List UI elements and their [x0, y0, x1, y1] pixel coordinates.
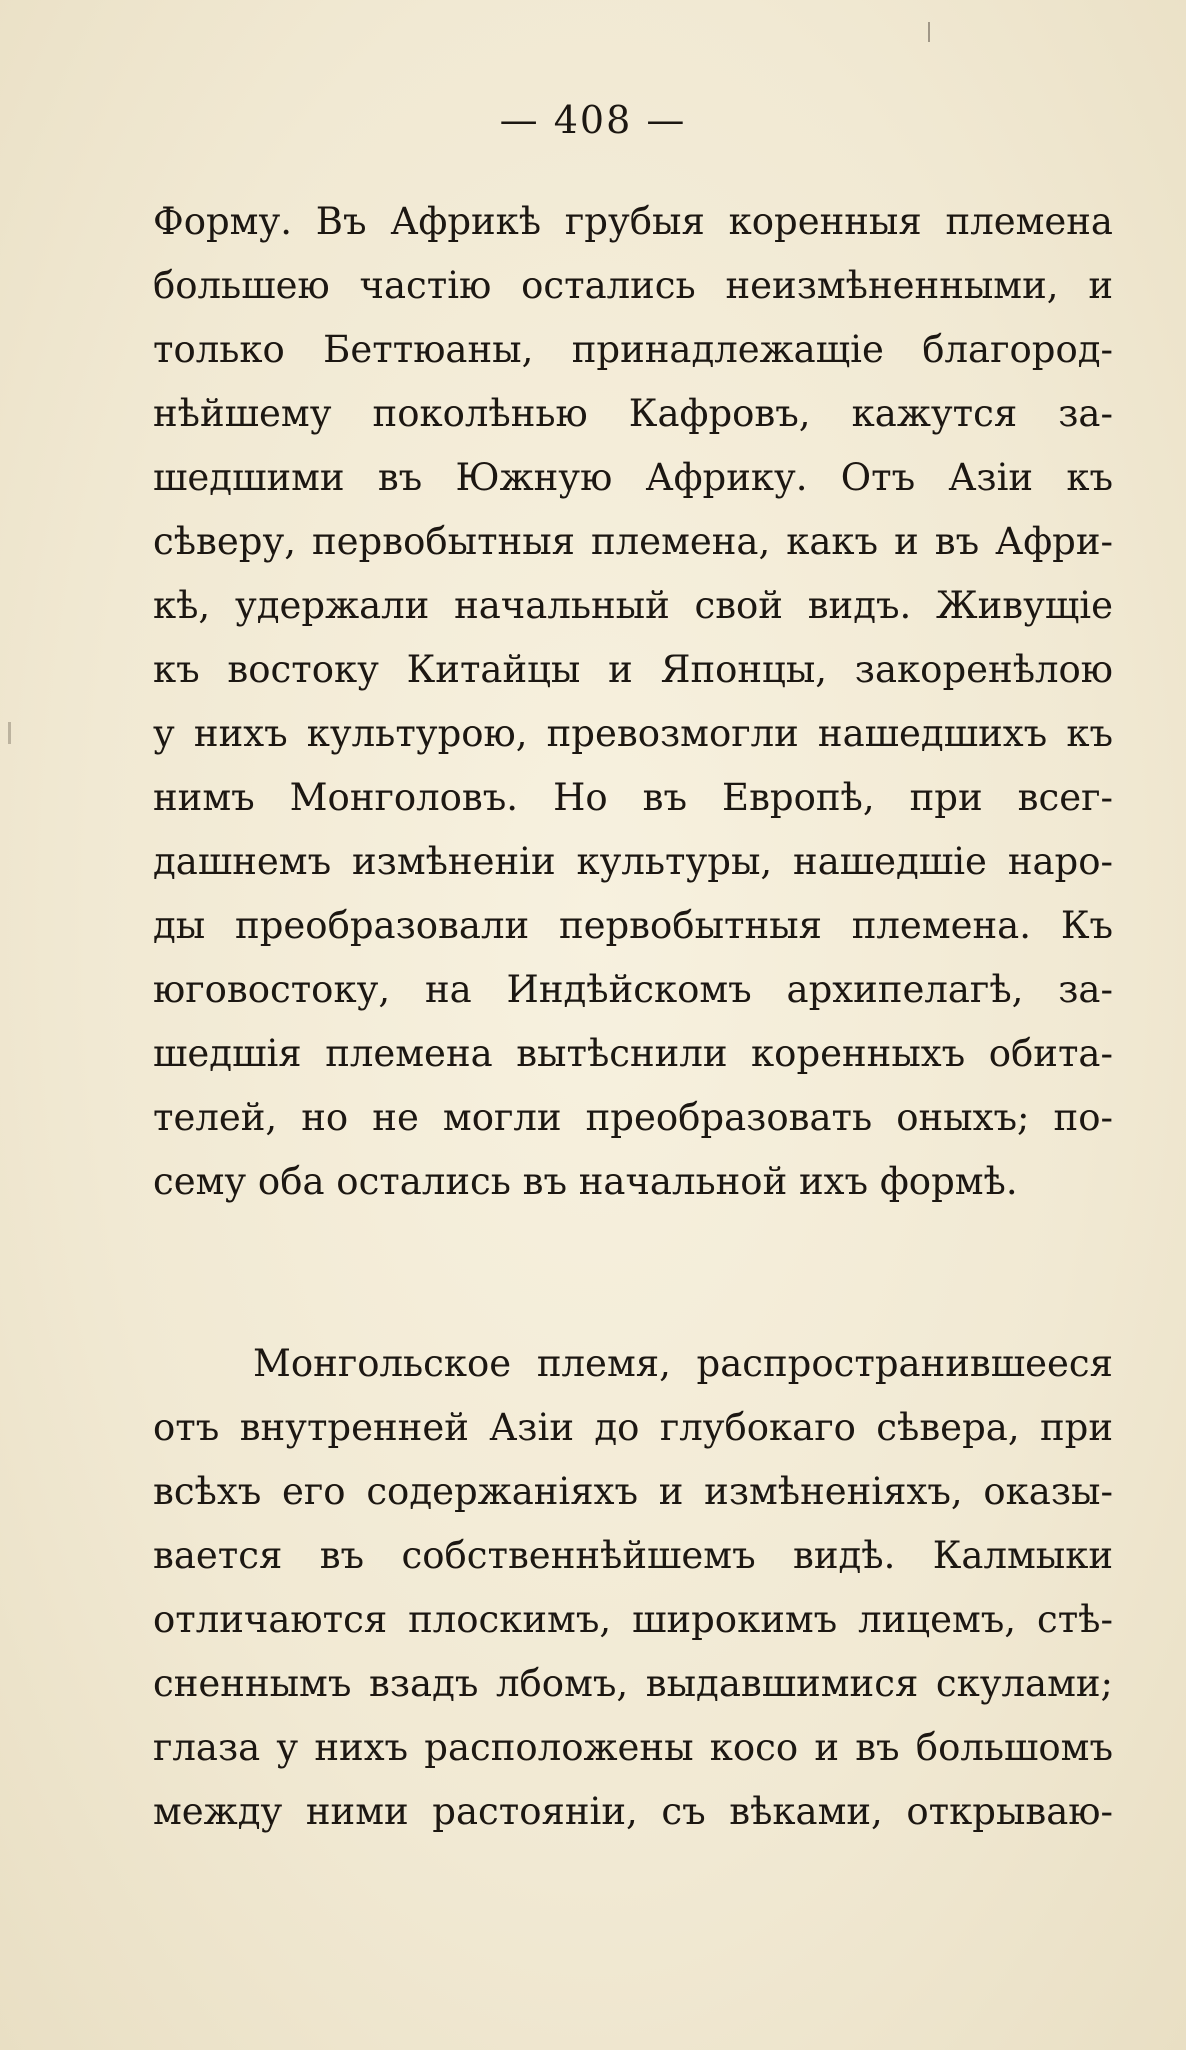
text-line: сненнымъ взадъ лбомъ, выдавшимися скулами;: [153, 1662, 1113, 1705]
text-line: отъ внутренней Азіи до глубокаго сѣвера, при: [153, 1406, 1113, 1449]
text-line: кѣ, удержали начальный свой видъ. Живущіе: [153, 584, 1113, 627]
text-line: юговостоку, на Индѣйскомъ архипелагѣ, за-: [153, 968, 1113, 1011]
text-line: ды преобразовали первобытныя племена. Къ: [153, 904, 1113, 947]
paragraph-1: [153, 190, 1113, 1214]
margin-speck: [8, 722, 11, 744]
text-line: глаза у нихъ расположены косо и въ большомъ: [153, 1726, 1113, 1769]
paragraph-2: [153, 1332, 1113, 1844]
text-line: всѣхъ его содержаніяхъ и измѣненіяхъ, оказы-: [153, 1470, 1113, 1513]
text-line: между ними растояніи, съ вѣками, открываю-: [153, 1790, 1113, 1833]
text-line: къ востоку Китайцы и Японцы, закоренѣлою: [153, 648, 1113, 691]
page-number: — 408 —: [499, 98, 687, 142]
paragraph-gap: [153, 1214, 1113, 1332]
text-line: вается въ собственнѣйшемъ видѣ. Калмыки: [153, 1534, 1113, 1577]
text-line: нѣйшему поколѣнью Кафровъ, кажутся за-: [153, 392, 1113, 435]
text-line: нимъ Монголовъ. Но въ Европѣ, при всег-: [153, 776, 1113, 819]
text-line: дашнемъ измѣненіи культуры, нашедшіе наро-: [153, 840, 1113, 883]
text-line: у нихъ культурою, превозмогли нашедшихъ къ: [153, 712, 1113, 755]
text-line: только Беттюаны, принадлежащіе благород-: [153, 328, 1113, 371]
text-line: телей, но не могли преобразовать оныхъ; по-: [153, 1096, 1113, 1139]
text-line: сему оба остались въ начальной ихъ формѣ.: [153, 1160, 1018, 1203]
body-text: [153, 190, 1113, 1844]
page-edge-mark: [928, 22, 930, 42]
text-line: отличаются плоскимъ, широкимъ лицемъ, стѣ-: [153, 1598, 1113, 1641]
text-line: шедшія племена вытѣснили коренныхъ обита-: [153, 1032, 1113, 1075]
text-line: шедшими въ Южную Африку. Отъ Азіи къ: [153, 456, 1113, 499]
text-line: большею частію остались неизмѣненными, и: [153, 264, 1113, 307]
text-line: Монгольское племя, распространившееся: [253, 1342, 1113, 1385]
text-line: сѣверу, первобытныя племена, какъ и въ Афри-: [153, 520, 1113, 563]
text-line: Форму. Въ Африкѣ грубыя коренныя племена: [153, 200, 1113, 243]
